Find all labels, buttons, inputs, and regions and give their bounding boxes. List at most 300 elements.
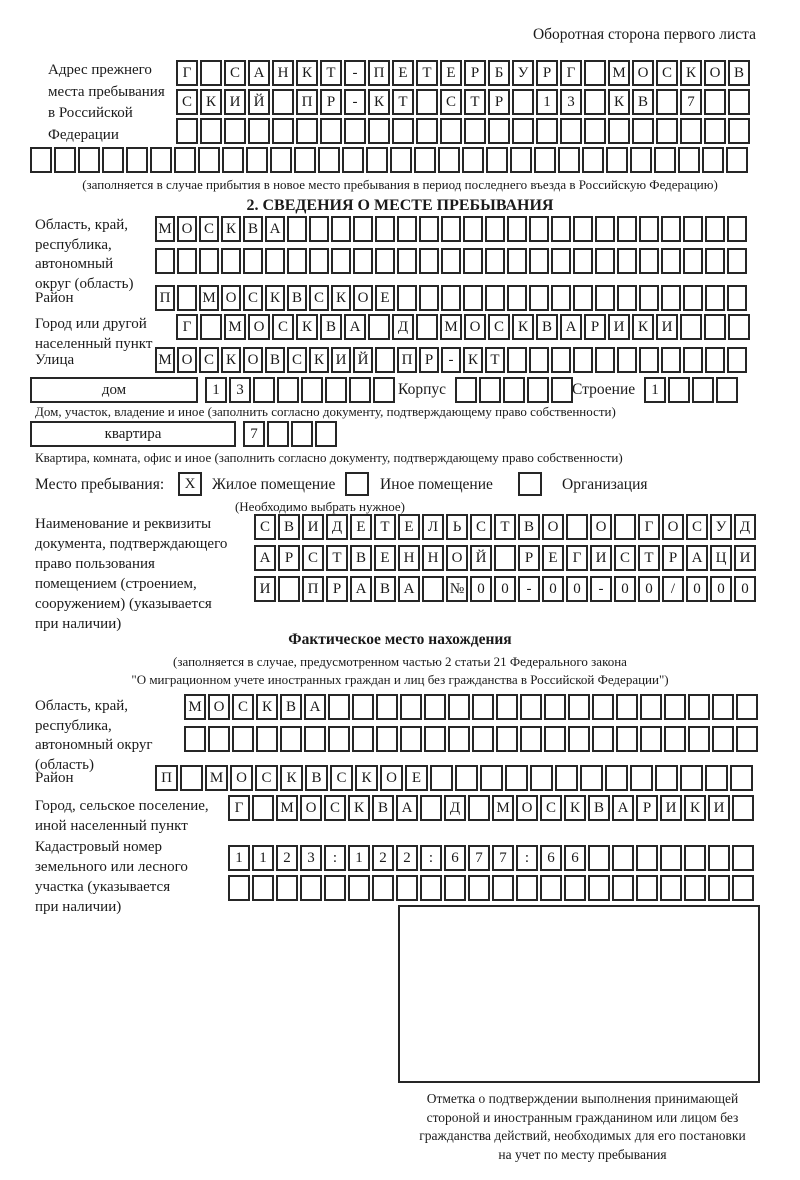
char-box: Е — [405, 765, 428, 791]
char-box — [252, 875, 274, 901]
char-box: С — [686, 514, 708, 540]
char-box: О — [300, 795, 322, 821]
char-box — [656, 89, 678, 115]
char-box: - — [344, 60, 366, 86]
char-box — [485, 285, 505, 311]
char-row — [228, 795, 754, 821]
char-box — [221, 248, 241, 274]
char-row — [155, 347, 747, 373]
char-box — [224, 118, 246, 144]
char-box — [485, 216, 505, 242]
char-box — [441, 216, 461, 242]
char-box: О — [464, 314, 486, 340]
char-box — [304, 726, 326, 752]
char-box: К — [280, 765, 303, 791]
char-box — [349, 377, 371, 403]
char-box: К — [296, 314, 318, 340]
char-box — [529, 248, 549, 274]
char-box: Е — [542, 545, 564, 571]
char-box: О — [243, 347, 263, 373]
kadastr-label-line: земельного или лесного — [35, 859, 188, 875]
char-box — [265, 248, 285, 274]
char-box — [309, 216, 329, 242]
char-box — [617, 248, 637, 274]
char-box: С — [176, 89, 198, 115]
stroenie-label: Строение — [572, 381, 636, 398]
char-box — [155, 248, 175, 274]
char-row — [184, 726, 758, 752]
char-box: 0 — [542, 576, 564, 602]
fact-oblast-label-line: автономный округ — [35, 737, 153, 753]
char-box: О — [446, 545, 468, 571]
char-box — [318, 147, 340, 173]
char-box: 1 — [348, 845, 370, 871]
char-box — [468, 875, 490, 901]
char-row — [176, 314, 750, 340]
char-box: 6 — [444, 845, 466, 871]
char-row — [155, 216, 747, 242]
kadastr-label-line: участка (указывается — [35, 879, 171, 895]
char-box: 1 — [536, 89, 558, 115]
char-box: С — [232, 694, 254, 720]
char-box — [616, 726, 638, 752]
char-box: 2 — [372, 845, 394, 871]
char-row — [176, 60, 750, 86]
raion-label: Район — [35, 290, 74, 306]
char-box: М — [155, 347, 175, 373]
char-box — [419, 216, 439, 242]
char-box: Й — [353, 347, 373, 373]
char-box — [352, 694, 374, 720]
char-box: Г — [228, 795, 250, 821]
char-box: П — [368, 60, 390, 86]
document-label-line: право пользования — [35, 556, 155, 572]
char-box — [278, 576, 300, 602]
prev-address-label — [48, 60, 165, 146]
char-box: В — [287, 285, 307, 311]
char-box — [353, 248, 373, 274]
char-box — [400, 694, 422, 720]
char-box: О — [177, 216, 197, 242]
fact-note-line: (заполняется в случае, предусмотренном частью 2 статьи 21 Федерального закона — [173, 654, 627, 669]
char-box — [630, 765, 653, 791]
char-box — [680, 765, 703, 791]
char-box — [177, 248, 197, 274]
char-box: С — [440, 89, 462, 115]
char-box — [280, 726, 302, 752]
char-box: / — [662, 576, 684, 602]
char-box: К — [348, 795, 370, 821]
char-box — [584, 60, 606, 86]
char-box: О — [704, 60, 726, 86]
char-box — [324, 875, 346, 901]
char-box — [566, 514, 588, 540]
char-box: С — [540, 795, 562, 821]
fact-note-line: "О миграционном учете иностранных граждан и лиц без гражданства в Российской Федерации") — [131, 672, 669, 687]
stamp-note — [385, 1090, 780, 1164]
char-box — [448, 726, 470, 752]
char-box — [712, 694, 734, 720]
char-box — [505, 765, 528, 791]
char-box: Й — [470, 545, 492, 571]
char-box: 2 — [276, 845, 298, 871]
char-row — [184, 694, 758, 720]
char-box: - — [344, 89, 366, 115]
char-box: Р — [488, 89, 510, 115]
char-row — [254, 514, 756, 540]
char-box: О — [208, 694, 230, 720]
char-box — [424, 726, 446, 752]
char-box: Р — [326, 576, 348, 602]
char-box — [568, 694, 590, 720]
char-box: Т — [326, 545, 348, 571]
document-label-line: документа, подтверждающего — [35, 536, 228, 552]
char-box — [287, 248, 307, 274]
char-box: В — [320, 314, 342, 340]
char-row — [155, 248, 747, 274]
char-box — [486, 147, 508, 173]
char-box: Д — [734, 514, 756, 540]
char-box — [184, 726, 206, 752]
char-box: 1 — [205, 377, 227, 403]
char-box: Т — [638, 545, 660, 571]
char-box: И — [224, 89, 246, 115]
prev-address-note: (заполняется в случае прибытия в новое место пребывания в период последнего въезда в Российскую Федерацию) — [82, 177, 718, 192]
char-box — [702, 147, 724, 173]
char-box: В — [350, 545, 372, 571]
char-box — [592, 726, 614, 752]
char-box: К — [265, 285, 285, 311]
char-box — [639, 347, 659, 373]
char-box — [463, 248, 483, 274]
char-box — [512, 118, 534, 144]
char-box — [630, 147, 652, 173]
char-box — [272, 118, 294, 144]
char-box: Р — [636, 795, 658, 821]
char-box — [376, 726, 398, 752]
char-box — [616, 694, 638, 720]
fact-oblast-grid — [184, 694, 758, 752]
kadastr-label — [35, 837, 188, 917]
char-box: И — [734, 545, 756, 571]
char-box: К — [256, 694, 278, 720]
oblast-label — [35, 216, 133, 294]
prev-address-label-line: места пребывания — [48, 83, 165, 100]
char-box: Д — [392, 314, 414, 340]
page-header: Оборотная сторона первого листа — [532, 26, 756, 43]
stamp-note-line: Отметка о подтверждении выполнения принимающей — [426, 1091, 739, 1106]
char-box — [704, 314, 726, 340]
char-box — [636, 845, 658, 871]
char-box — [414, 147, 436, 173]
char-box: Р — [584, 314, 606, 340]
char-box: 7 — [680, 89, 702, 115]
char-box: 3 — [229, 377, 251, 403]
char-box — [728, 89, 750, 115]
char-box: А — [398, 576, 420, 602]
char-box — [595, 347, 615, 373]
oblast-label-line: округ (область) — [35, 275, 134, 292]
char-box: А — [248, 60, 270, 86]
gorod-label-line: Город или другой — [35, 316, 147, 332]
char-box — [639, 285, 659, 311]
char-box: М — [224, 314, 246, 340]
char-box: Е — [398, 514, 420, 540]
char-box: П — [302, 576, 324, 602]
char-box — [325, 377, 347, 403]
char-box: О — [177, 347, 197, 373]
char-box — [331, 248, 351, 274]
char-box — [732, 795, 754, 821]
char-box — [150, 147, 172, 173]
char-box — [536, 118, 558, 144]
char-box — [728, 314, 750, 340]
char-box: - — [441, 347, 461, 373]
char-box — [276, 875, 298, 901]
fact-oblast-label-line: (область) — [35, 756, 94, 773]
char-box — [348, 875, 370, 901]
char-box: 0 — [734, 576, 756, 602]
char-box — [320, 118, 342, 144]
char-box: № — [446, 576, 468, 602]
char-box — [727, 248, 747, 274]
char-box — [736, 694, 758, 720]
char-box: Р — [320, 89, 342, 115]
option-zhiloe-label: Жилое помещение — [212, 476, 336, 493]
document-label — [35, 514, 227, 634]
char-box — [560, 118, 582, 144]
char-box — [664, 694, 686, 720]
char-box — [419, 285, 439, 311]
oblast-label-line: Область, край, — [35, 217, 129, 233]
kadastr-label-line: Кадастровый номер — [35, 839, 162, 855]
char-box: П — [296, 89, 318, 115]
char-box: К — [368, 89, 390, 115]
char-box — [639, 216, 659, 242]
char-box — [520, 694, 542, 720]
char-box — [551, 216, 571, 242]
char-box: 0 — [494, 576, 516, 602]
char-box — [684, 875, 706, 901]
char-box: А — [304, 694, 326, 720]
char-box — [416, 314, 438, 340]
char-box: 1 — [644, 377, 666, 403]
char-box: Р — [464, 60, 486, 86]
char-box — [397, 216, 417, 242]
char-box — [584, 89, 606, 115]
char-box: А — [344, 314, 366, 340]
char-box: Р — [278, 545, 300, 571]
char-box — [551, 377, 573, 403]
stamp-box — [398, 905, 760, 1083]
char-box — [462, 147, 484, 173]
char-box — [606, 147, 628, 173]
char-box — [660, 845, 682, 871]
char-box — [512, 89, 534, 115]
char-box: М — [440, 314, 462, 340]
char-box — [485, 248, 505, 274]
char-box: : — [420, 845, 442, 871]
char-box: В — [305, 765, 328, 791]
char-box: О — [353, 285, 373, 311]
char-box — [612, 845, 634, 871]
char-box: Е — [350, 514, 372, 540]
char-box — [582, 147, 604, 173]
char-box — [612, 875, 634, 901]
ulitsa-label: Улица — [35, 352, 75, 368]
char-box — [30, 147, 52, 173]
char-box: Т — [494, 514, 516, 540]
fact-gorod-label-line: Город, сельское поселение, — [35, 798, 209, 814]
char-box — [416, 89, 438, 115]
char-box — [375, 216, 395, 242]
char-box — [640, 694, 662, 720]
char-box — [488, 118, 510, 144]
char-box — [455, 765, 478, 791]
char-row — [254, 576, 756, 602]
char-box — [309, 248, 329, 274]
char-box: Е — [374, 545, 396, 571]
char-box — [352, 726, 374, 752]
char-box — [253, 377, 275, 403]
char-box — [397, 248, 417, 274]
char-box: С — [254, 514, 276, 540]
char-box — [267, 421, 289, 447]
prev-address-label-line: Адрес прежнего — [48, 62, 152, 78]
char-box — [595, 216, 615, 242]
char-box: К — [355, 765, 378, 791]
char-box — [342, 147, 364, 173]
checkbox-organizatsiya — [518, 472, 542, 496]
char-box: Г — [638, 514, 660, 540]
char-box — [353, 216, 373, 242]
char-box — [208, 726, 230, 752]
checkbox-inoe — [345, 472, 369, 496]
char-box: Т — [416, 60, 438, 86]
char-box — [555, 765, 578, 791]
char-box: 0 — [686, 576, 708, 602]
char-row — [155, 285, 747, 311]
char-box — [728, 118, 750, 144]
char-box — [655, 765, 678, 791]
char-box — [529, 347, 549, 373]
char-box: Е — [392, 60, 414, 86]
char-box — [468, 795, 490, 821]
fact-oblast-label — [35, 697, 153, 775]
char-box: К — [632, 314, 654, 340]
char-box — [102, 147, 124, 173]
char-box: С — [199, 216, 219, 242]
char-row — [30, 147, 748, 173]
document-label-line: сооружением) (указывается — [35, 596, 212, 612]
char-box: К — [512, 314, 534, 340]
char-box — [580, 765, 603, 791]
char-box — [496, 694, 518, 720]
char-box: : — [516, 845, 538, 871]
char-box: О — [632, 60, 654, 86]
char-box — [496, 726, 518, 752]
document-grid — [254, 514, 756, 602]
char-box: Н — [422, 545, 444, 571]
char-box: Г — [566, 545, 588, 571]
char-box: А — [686, 545, 708, 571]
char-box — [270, 147, 292, 173]
char-box — [664, 726, 686, 752]
char-box: К — [309, 347, 329, 373]
char-box — [683, 347, 703, 373]
char-box: Л — [422, 514, 444, 540]
char-box — [291, 421, 313, 447]
char-box — [368, 118, 390, 144]
char-box — [573, 285, 593, 311]
char-box — [708, 875, 730, 901]
char-box — [639, 248, 659, 274]
char-box: К — [564, 795, 586, 821]
char-box — [605, 765, 628, 791]
char-box: С — [224, 60, 246, 86]
char-box: 0 — [566, 576, 588, 602]
char-box: 3 — [560, 89, 582, 115]
char-box: О — [542, 514, 564, 540]
char-box — [328, 726, 350, 752]
char-box — [705, 248, 725, 274]
char-box: П — [155, 285, 175, 311]
char-box: С — [488, 314, 510, 340]
document-label-line: при наличии) — [35, 616, 122, 632]
char-box — [573, 347, 593, 373]
mesto-label: Место пребывания: — [35, 476, 165, 493]
char-box: В — [280, 694, 302, 720]
char-row — [176, 118, 750, 144]
dom-note: Дом, участок, владение и иное (заполнить согласно документу, подтверждающему право собственности) — [35, 404, 616, 419]
prev-address-grid — [176, 60, 750, 144]
char-box — [199, 248, 219, 274]
char-box: : — [324, 845, 346, 871]
char-box — [315, 421, 337, 447]
char-box — [656, 118, 678, 144]
dom-field: дом — [30, 377, 198, 403]
char-box: Г — [560, 60, 582, 86]
char-box: В — [243, 216, 263, 242]
prev-address-label-line: Федерации — [48, 126, 119, 143]
kvartira-field: квартира — [30, 421, 236, 447]
char-box — [592, 694, 614, 720]
char-box — [661, 285, 681, 311]
char-box — [424, 694, 446, 720]
gorod-label — [35, 315, 152, 354]
char-box — [200, 60, 222, 86]
char-box — [479, 377, 501, 403]
char-box — [463, 216, 483, 242]
char-box: М — [608, 60, 630, 86]
char-box: Е — [440, 60, 462, 86]
char-box — [730, 765, 753, 791]
char-box — [617, 285, 637, 311]
char-box: К — [221, 216, 241, 242]
char-box: 6 — [540, 845, 562, 871]
char-box — [595, 248, 615, 274]
char-box — [661, 216, 681, 242]
option-inoe-label: Иное помещение — [380, 476, 493, 493]
char-box — [416, 118, 438, 144]
char-box — [661, 248, 681, 274]
char-box: Н — [272, 60, 294, 86]
char-box — [573, 216, 593, 242]
char-box: О — [221, 285, 241, 311]
char-box — [440, 118, 462, 144]
char-box — [441, 285, 461, 311]
char-box — [392, 118, 414, 144]
